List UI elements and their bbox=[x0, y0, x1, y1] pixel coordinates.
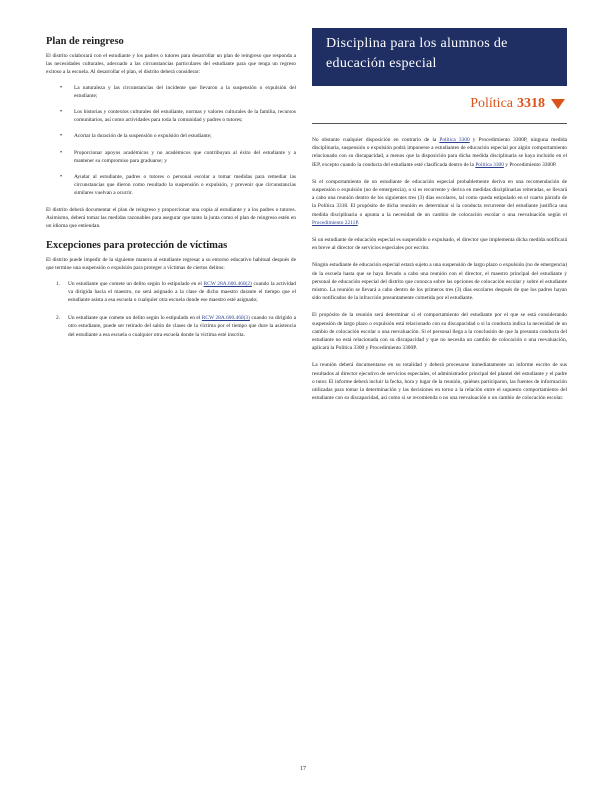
victim-exceptions-heading: Excepciones para protección de víctimas bbox=[46, 240, 228, 252]
paragraph: Si el comportamiento de un estudiante de educación especial probablemente deriva en una recomendación de suspensión o expulsión (no de emergencia), o si es recurrente y deriva en medidas disciplinarias reiteradas, se llevará a cabo una reunión dentro de los siguientes tres (3) días escolares, tal como queda estipulado en el cuarto párrafo de la Política 3318. El propósito de dicha reunión es determinar si la conducta recurrente del estudiante justifica una medida disciplinaria o apunta a la necesidad de un cambio de colocación escolar o una reevaluación según el Procedimiento 2211P. bbox=[312, 178, 567, 226]
bullet-icon: • bbox=[60, 149, 63, 156]
paragraph: Si un estudiante de educación especial es suspendido o expulsado, el director que implementa dicha medida notificará en breve al director de servicios especiales por escrito. bbox=[312, 237, 567, 252]
procedure-2211p-link[interactable]: Procedimiento 2211P bbox=[312, 219, 358, 226]
divider bbox=[312, 123, 567, 124]
page-number: 17 bbox=[300, 766, 306, 772]
reentry-intro: El distrito colaborará con el estudiante y los padres o tutores para desarrollar un plan de reingreso que responda a las necesidades culturales, adecuado a las circunstancias particulares del estudiante para que tenga un regreso exitoso a la escuela. Al desarrollar el plan, el distrito deberá considerar: bbox=[46, 53, 296, 76]
right-column bbox=[312, 28, 567, 411]
bullet-icon: • bbox=[60, 133, 63, 140]
list-item: 1. Un estudiante que comete un delito según lo estipulado en el RCW 28A.600.460(2) cuando la actividad va dirigida hacia el maestro, no será asignado a la clase de dicho maestro durante el tiempo que el estudiante asista a esa escuela o cualquier otra escuela donde ese maestro esté asignado; bbox=[56, 280, 297, 304]
list-item: • La naturaleza y las circunstancias del incidente que llevaron a la suspensión o expulsión del estudiante; bbox=[60, 84, 296, 99]
policy-body bbox=[312, 136, 567, 402]
paragraph: No obstante cualquier disposición en contrario de la Política 3300 y Procedimiento 3300P, ninguna medida disciplinaria, suspensión o expulsión podrá imponerse a estudiantes de educación especial por algún comportamiento relacionado con su discapacidad, a menos que la disposición para dicha medida disciplinaria se haya incluido en el IEP, excepto cuando la conducta del estudiante esté clasificada dentro de la Política 3300 y Procedimiento 3300P. bbox=[312, 137, 567, 168]
paragraph: El propósito de la reunión será determinar si el comportamiento del estudiante por el que se está considerando suspensión de largo plazo o expulsión está relacionado con su discapacidad o si la conducta indica la necesidad de un cambio de colocación escolar o una reevaluación. Si el personal llega a la conclusión de que la presunta conducta del estudiante no está relacionada con su discapacidad y que no necesita un cambio de colocación o una reevaluación, aplicará la Política 3300 y Procedimiento 3300P. bbox=[312, 312, 567, 352]
list-item: • Los historias y contextos culturales del estudiante, normas y valores culturales de la familia, recursos comunitarios, así como actividades para toda la comunidad y padres o tutores; bbox=[60, 109, 296, 124]
reentry-closing: El distrito deberá documentar el plan de reingreso y proporcionar una copia al estudiante y a los padres o tutores. Asimismo, deberá tomar las medidas razonables para asegurar que tanto la junta como el plan de reingreso estén en un idioma que entiendan. bbox=[46, 206, 296, 230]
list-item: • Acortar la duración de la suspensión o expulsión del estudiante; bbox=[60, 133, 212, 140]
list-item: 2. Un estudiante que comete un delito según lo estipulado en el RCW 28A.600.460(3) cuando va dirigido a otro estudiante, puede ser retirado del salón de clases de la víctima por el tiempo que dure la asistencia del estudiante a esa escuela o cualquier otra escuela donde la víctima esté inscrita. bbox=[56, 315, 297, 338]
paragraph: La reunión deberá documentarse en su totalidad y deberá procesarse inmediatamente un informe escrito de sus resultados al director ejecutivo de servicios especiales, el administrador principal del plantel del estudiante y el padre o tutor. El informe deberá incluir la fecha, hora y lugar de la reunión, quiénes participaron, las fuentes de información utilizadas para tomar la determinación y las decisiones en torno a la relación entre el supuesto comportamiento del estudiante con su discapacidad, así como si se recomienda o no una reevaluación o un cambio de colocación escolar. bbox=[312, 362, 567, 402]
rcw-link-2[interactable]: RCW 28A.600.460(2) bbox=[203, 280, 252, 287]
paragraph: Ningún estudiante de educación especial estará sujeto a una suspensión de largo plazo o expulsión (no de emergencia) de la escuela hasta que se haya llevado a cabo una reunión con el director, el maestro principal del estudiante y personal de educación especial del distrito que conozca sobre las opciones de colocación escolar y sobre el estudiante mismo. La reunión se llevará a cabo dentro de los primeros tres (3) días escolares después de que los padres hayan sido notificados de la infracción presuntamente cometida por el estudiante. bbox=[312, 262, 567, 302]
bullet-icon: • bbox=[60, 109, 63, 116]
policy-3300-link[interactable]: Política 3300 bbox=[475, 161, 504, 168]
list-item: • Ayudar al estudiante, padres o tutores o personal escolar a tomar medidas para remediar las circunstancias que dieron como resultado la suspensión o expulsión, y prevenir que circunstancias similares vuelvan a ocurrir. bbox=[60, 174, 296, 197]
policy-word: Política bbox=[470, 96, 513, 111]
triangle-down-icon bbox=[551, 99, 565, 109]
section-banner bbox=[312, 28, 567, 86]
policy-number: 3318 bbox=[517, 96, 545, 111]
exceptions-list bbox=[46, 280, 296, 339]
policy-3300-link[interactable]: Política 3300 bbox=[439, 137, 470, 143]
reentry-plan-heading: Plan de reingreso bbox=[46, 36, 124, 47]
rcw-link-3[interactable]: RCW 28A.600.460(3) bbox=[201, 315, 250, 322]
banner-title: Disciplina para los alumnos de educación especial bbox=[326, 36, 508, 71]
policy-label bbox=[312, 93, 567, 115]
victim-intro: El distrito puede impedir de la siguiente manera al estudiante regresar a su entorno educativo habitual después de que termine una suspensión o expulsión para proteger a víctimas de ciertos delitos: bbox=[46, 257, 296, 272]
considerations-list bbox=[46, 84, 296, 198]
left-column bbox=[46, 36, 296, 349]
bullet-icon: • bbox=[60, 84, 63, 91]
list-item: • Proporcionar apoyos académicos y no académicos que contribuyan al éxito del estudiante y a mantener su compromiso para graduarse; y bbox=[60, 149, 296, 164]
bullet-icon: • bbox=[60, 174, 63, 181]
